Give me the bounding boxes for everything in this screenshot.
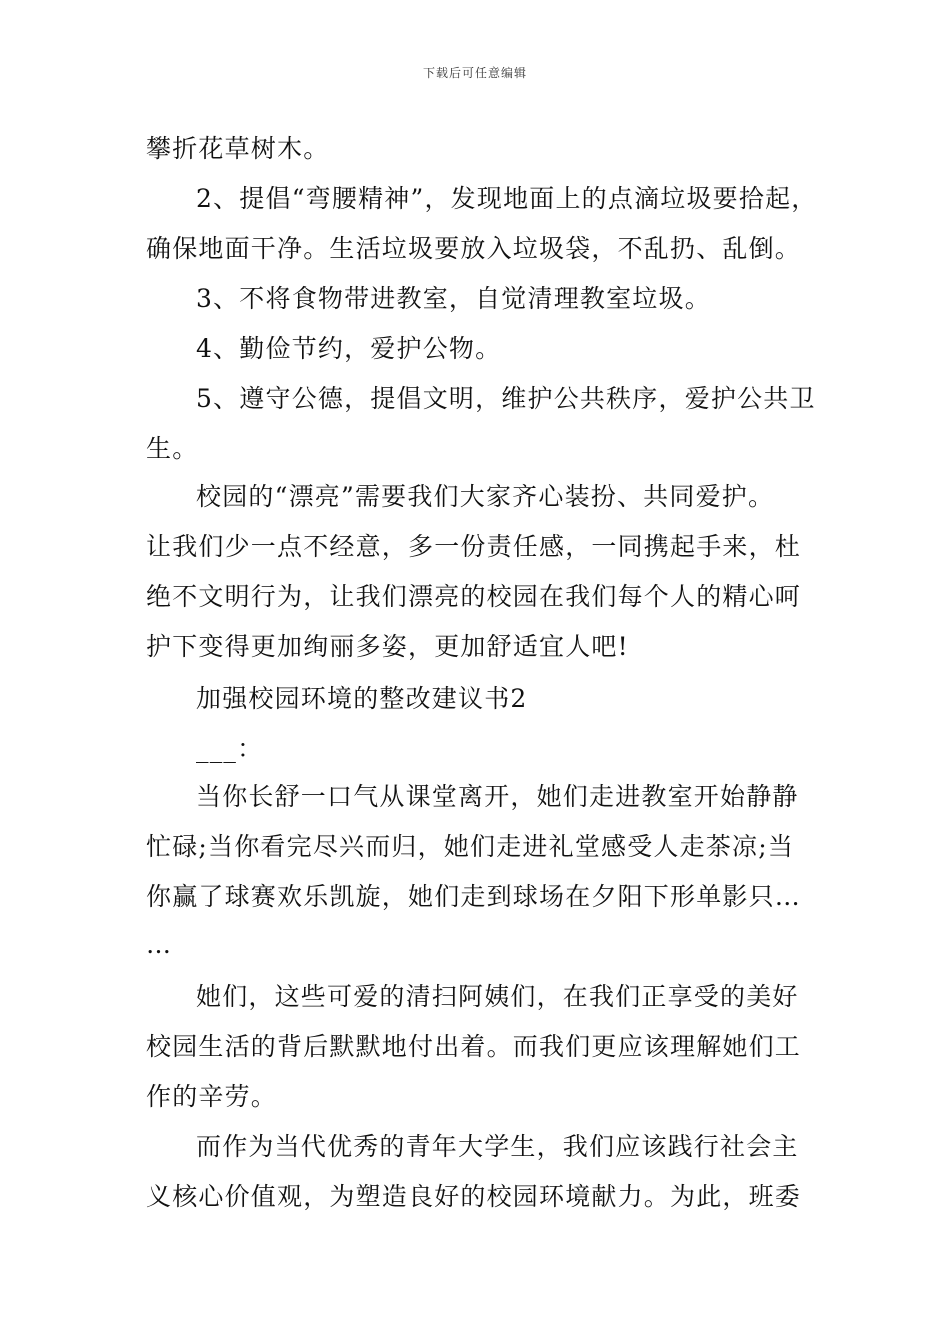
text-line: 3、不将食物带进教室，自觉清理教室垃圾。 bbox=[196, 284, 711, 313]
text-line: 忙碌;当你看完尽兴而归，她们走进礼堂感受人走茶凉;当 bbox=[146, 832, 795, 861]
text-line: 义核心价值观，为塑造良好的校园环境献力。为此，班委 bbox=[146, 1182, 802, 1211]
text-line: 她们，这些可爱的清扫阿姨们，在我们正享受的美好 bbox=[196, 982, 799, 1011]
text-line: 护下变得更加绚丽多姿，更加舒适宜人吧! bbox=[146, 632, 629, 661]
text-line: 校园的“漂亮”需要我们大家齐心装扮、共同爱护。 bbox=[196, 482, 775, 511]
salutation-blank: ___： bbox=[196, 734, 264, 763]
text-line: 而作为当代优秀的青年大学生，我们应该践行社会主 bbox=[196, 1132, 799, 1161]
text-line: 绝不文明行为，让我们漂亮的校园在我们每个人的精心呵 bbox=[146, 582, 802, 611]
text-line: 2、提倡“弯腰精神”，发现地面上的点滴垃圾要拾起， bbox=[196, 184, 818, 213]
text-line: 作的辛劳。 bbox=[146, 1082, 278, 1111]
section-title: 加强校园环境的整改建议书2 bbox=[196, 684, 528, 713]
text-line: 4、勤俭节约，爱护公物。 bbox=[196, 334, 502, 363]
text-line: 校园生活的背后默默地付出着。而我们更应该理解她们工 bbox=[146, 1032, 802, 1061]
text-line: … bbox=[146, 930, 173, 959]
text-line: 生。 bbox=[146, 434, 199, 463]
text-line: 你赢了球赛欢乐凯旋，她们走到球场在夕阳下形单影只… bbox=[146, 882, 802, 911]
text-line: 让我们少一点不经意，多一份责任感，一同携起手来，杜 bbox=[146, 532, 802, 561]
text-line: 5、遵守公德，提倡文明，维护公共秩序，爱护公共卫 bbox=[196, 384, 816, 413]
header-note: 下载后可任意编辑 bbox=[422, 66, 527, 80]
text-line: 确保地面干净。生活垃圾要放入垃圾袋，不乱扔、乱倒。 bbox=[146, 234, 802, 263]
text-line: 当你长舒一口气从课堂离开，她们走进教室开始静静 bbox=[196, 782, 799, 811]
text-line: 攀折花草树木。 bbox=[146, 134, 330, 163]
